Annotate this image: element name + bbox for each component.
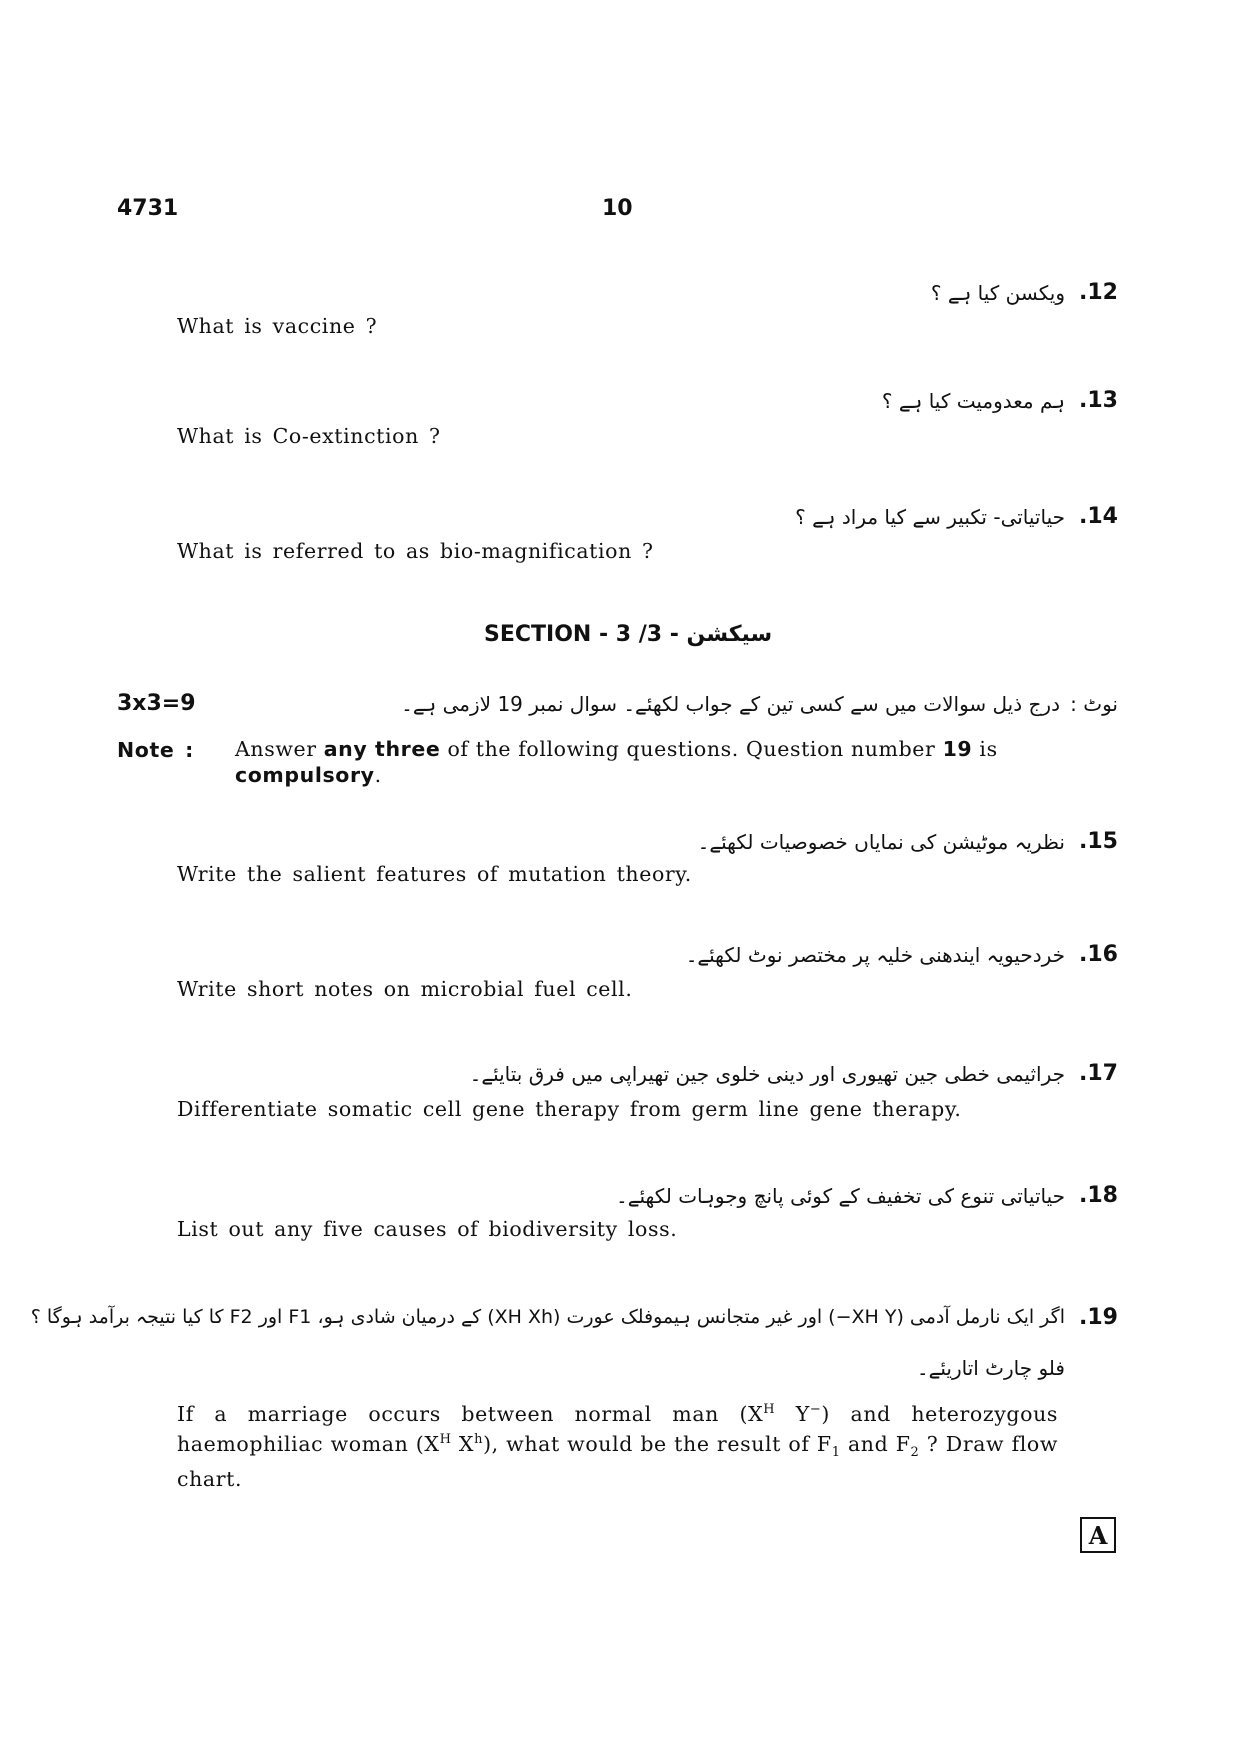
question-urdu: حیاتیاتی- تکبیر سے کیا مراد ہے ؟ [795,505,1065,529]
question-english: List out any five causes of biodiversity loss. [177,1217,678,1241]
question-urdu: نظریہ موٹیشن کی نمایاں خصوصیات لکھئے۔ [697,830,1065,854]
paper-code: 4731 [117,196,179,221]
question-number: .17 [1079,1061,1118,1086]
question-english: What is vaccine ? [177,314,378,338]
question-english-q19: If a marriage occurs between normal man ($X^H$ Y−) and heterozygous haemophiliac woman ($X^H$ $X^h$), what would be the result of $F_1$ and $F_2$ ? Draw flow chart. [177,1401,1059,1491]
note-urdu-label: نوٹ : [1070,692,1118,716]
note-urdu-text: درج ذیل سوالات میں سے کسی تین کے جواب لکھئے۔ سوال نمبر 19 لازمی ہے۔ [401,692,1060,716]
note-text: Answer any three of the following questions. Question number 19 is compulsory. [235,737,998,787]
question-number: .13 [1079,388,1118,413]
page-number: 10 [602,196,633,221]
question-number: .16 [1079,942,1118,967]
question-number: .18 [1079,1183,1118,1208]
marks: 3x3=9 [117,691,196,716]
question-english: Write short notes on microbial fuel cell. [177,977,633,1001]
question-urdu-line2: فلو چارٹ اتاریئے۔ [916,1356,1065,1380]
question-number: .12 [1079,280,1118,305]
question-english: Differentiate somatic cell gene therapy from germ line gene therapy. [177,1097,962,1121]
question-urdu-line1: اگر ایک نارمل آدمی (XH Y−) اور غیر متجانس ہیموفلک عورت (XH Xh) کے درمیان شادی ہو، F1 اور F2 کا کیا نتیجہ برآمد ہوگا ؟ [30,1306,1065,1328]
question-english: What is Co-extinction ? [177,424,441,448]
question-urdu: جراثیمی خطی جین تھیوری اور دینی خلوی جین تھیراپی میں فرق بتایئے۔ [469,1062,1065,1086]
question-urdu: ہم معدومیت کیا ہے ؟ [881,389,1065,413]
section-title: SECTION - 3 /3 - سیکشن [484,622,773,647]
booklet-series-box: A [1080,1517,1116,1553]
question-english: Write the salient features of mutation theory. [177,862,692,886]
question-english: What is referred to as bio-magnification ? [177,539,654,563]
question-urdu: ویکسن کیا ہے ؟ [930,281,1065,305]
question-number: .14 [1079,504,1118,529]
question-number: .19 [1079,1305,1118,1330]
question-urdu: حیاتیاتی تنوع کی تخفیف کے کوئی پانچ وجوہات لکھئے۔ [616,1184,1065,1208]
question-urdu: خردحیویہ ایندھنی خلیہ پر مختصر نوٹ لکھئے۔ [685,943,1065,967]
note-label: Note : [117,738,194,762]
question-number: .15 [1079,829,1118,854]
